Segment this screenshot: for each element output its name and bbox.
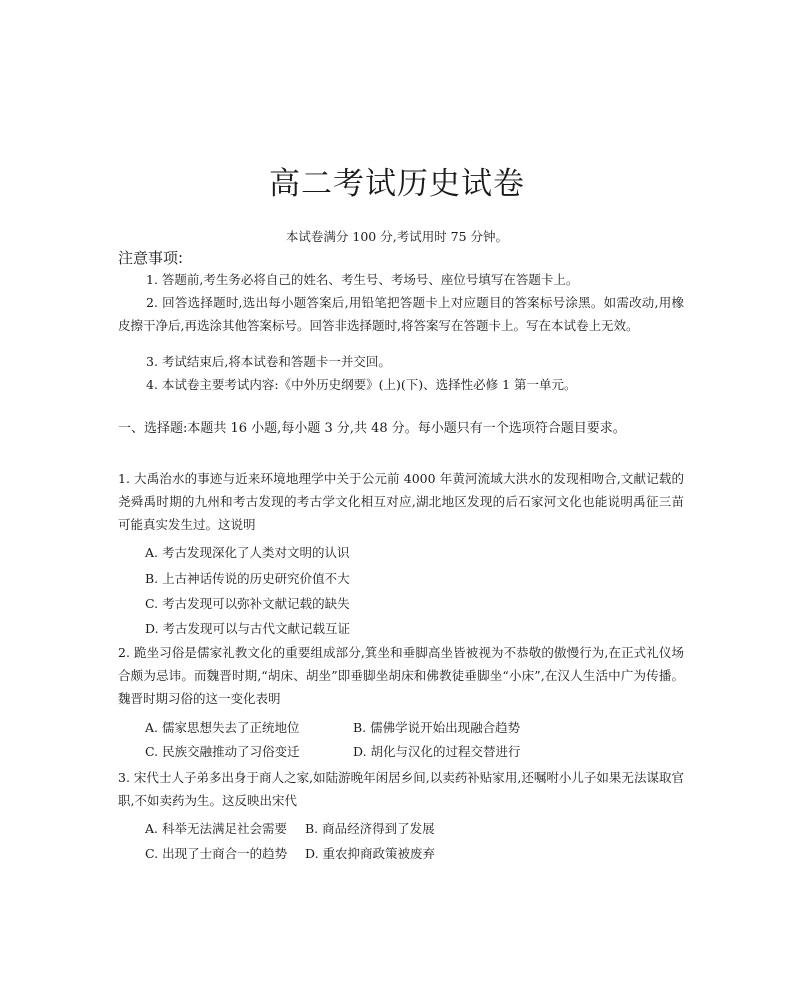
question-option: C. 考古发现可以弥补文献记载的缺失 (145, 596, 350, 611)
question-option: D. 考古发现可以与古代文献记载互证 (145, 621, 351, 636)
notice-item: 4. 本试卷主要考试内容:《中外历史纲要》(上)(下)、选择性必修 1 第一单元。 (146, 377, 577, 392)
exam-subtitle: 本试卷满分 100 分,考试用时 75 分钟。 (285, 229, 509, 244)
page-title: 高二考试历史试卷 (269, 166, 525, 202)
question-stem: 3. 宋代士人子弟多出身于商人之家,如陆游晚年闲居乡间,以卖药补贴家用,还嘱咐小儿子如果无法谋取官职,不如卖药为生。这反映出宋代 (118, 770, 684, 808)
question-option: D. 胡化与汉化的过程交替进行 (353, 744, 521, 759)
notice-heading: 注意事项: (118, 249, 184, 267)
question-option: C. 出现了士商合一的趋势 (145, 846, 288, 861)
question-option: C. 民族交融推动了习俗变迁 (145, 744, 300, 759)
section-heading: 一、选择题:本题共 16 小题,每小题 3 分,共 48 分。每小题只有一个选项符合题目要求。 (118, 421, 626, 436)
question-option: A. 考古发现深化了人类对文明的认识 (145, 545, 350, 560)
question-option: A. 儒家思想失去了正统地位 (145, 720, 300, 735)
notice-item: 1. 答题前,考生务必将自己的姓名、考生号、考场号、座位号填写在答题卡上。 (146, 272, 579, 287)
question-option: B. 商品经济得到了发展 (305, 821, 435, 836)
notice-item: 2. 回答选择题时,选出每小题答案后,用铅笔把答题卡上对应题目的答案标号涂黑。如需改动,用橡皮擦干净后,再选涂其他答案标号。回答非选择题时,将答案写在答题卡上。写在本试卷上无效。 (118, 295, 684, 333)
notice-item: 3. 考试结束后,将本试卷和答题卡一并交回。 (146, 354, 391, 369)
question-option: B. 儒佛学说开始出现融合趋势 (353, 720, 521, 735)
question-option: B. 上古神话传说的历史研究价值不大 (145, 571, 350, 586)
question-stem: 2. 跪坐习俗是儒家礼教文化的重要组成部分,箕坐和垂脚高坐皆被视为不恭敬的傲慢行为,在正式礼仪场合颇为忌讳。而魏晋时期,“胡床、胡坐”即垂脚坐胡床和佛教徒垂脚坐“小床”,在汉人生活中广为传播。魏晋时期习俗的这一变化表明 (118, 645, 684, 706)
question-option: D. 重农抑商政策被废弃 (305, 846, 436, 861)
question-stem: 1. 大禹治水的事迹与近来环境地理学中关于公元前 4000 年黄河流域大洪水的发现相吻合,文献记载的尧舜禹时期的九州和考古发现的考古学文化相互对应,湖北地区发现的后石家河文化也能说明禹征三苗可能真实发生过。这说明 (118, 471, 684, 532)
question-option: A. 科举无法满足社会需要 (145, 821, 287, 836)
